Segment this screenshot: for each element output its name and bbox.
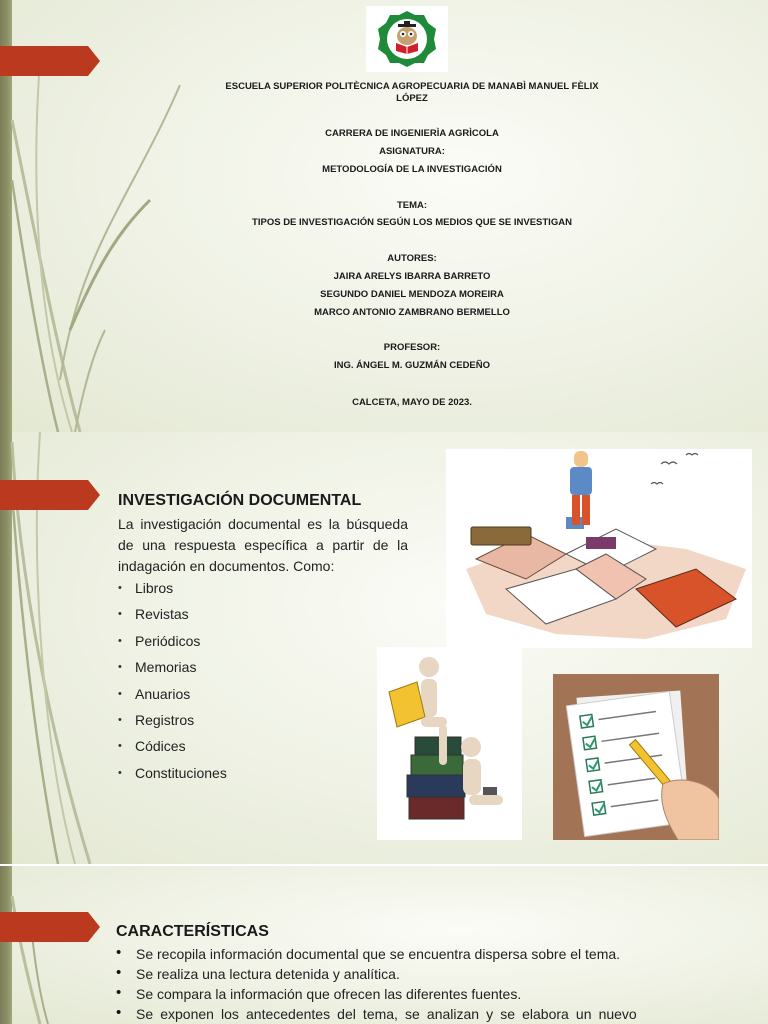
list-item: • Revistas bbox=[118, 605, 227, 631]
subject-name: METODOLOGÍA DE LA INVESTIGACIÓN bbox=[322, 164, 502, 175]
subject-label: ASIGNATURA: bbox=[379, 146, 445, 157]
list-item: • Anuarios bbox=[118, 685, 227, 711]
list-item: • Se realiza una lectura detenida y analítica. bbox=[116, 965, 636, 985]
side-bar bbox=[0, 866, 12, 1024]
caracteristicas-title: CARACTERÍSTICAS bbox=[116, 923, 269, 940]
cover-slide bbox=[0, 0, 768, 432]
professor-label: PROFESOR: bbox=[383, 342, 441, 353]
person-on-open-books-illustration-icon bbox=[446, 449, 752, 648]
list-item: • Registros bbox=[118, 711, 227, 737]
section-arrow-tab bbox=[0, 912, 100, 942]
documental-description: La investigación documental es la búsqueda de una respuesta específica a partir de la indagación en documentos. Como: bbox=[118, 516, 408, 574]
figures-reading-on-book-stack-illustration-icon bbox=[377, 647, 522, 840]
section-arrow-tab bbox=[0, 46, 100, 76]
checklist-with-pencil-illustration-icon bbox=[553, 674, 719, 840]
place-date: CALCETA, MAYO DE 2023. bbox=[352, 397, 472, 408]
list-item: • Se recopila información documental que se encuentra dispersa sobre el tema. bbox=[116, 945, 636, 965]
professor-name: ING. ÁNGEL M. GUZMÁN CEDEÑO bbox=[333, 360, 491, 371]
caracteristicas-slide bbox=[0, 866, 768, 1024]
list-item: • Se exponen los antecedentes del tema, se analizan y se elabora un nuevo bbox=[116, 1005, 636, 1024]
books-illustration bbox=[446, 449, 752, 648]
university-logo bbox=[366, 6, 448, 72]
school-name: ESCUELA SUPERIOR POLITÈCNICA AGROPECUARIA DE MANABÌ MANUEL FÈLIX LÓPEZ bbox=[225, 81, 599, 104]
list-item: • Constituciones bbox=[118, 764, 227, 790]
reader-illustration bbox=[377, 647, 522, 840]
career-name: CARRERA DE INGENIERÌA AGRÌCOLA bbox=[325, 128, 499, 139]
topic-name: TIPOS DE INVESTIGACIÓN SEGÚN LOS MEDIOS QUE SE INVESTIGAN bbox=[252, 217, 572, 228]
authors-label: AUTORES: bbox=[387, 253, 437, 264]
checklist-illustration bbox=[553, 674, 719, 840]
author-1: JAIRA ARELYS IBARRA BARRETO bbox=[333, 271, 491, 282]
list-item: • Periódicos bbox=[118, 632, 227, 658]
owl-reading-book-logo-icon bbox=[374, 9, 440, 69]
list-item: • Memorias bbox=[118, 658, 227, 684]
document-type-list bbox=[118, 579, 227, 790]
topic-label: TEMA: bbox=[396, 200, 428, 211]
author-3: MARCO ANTONIO ZAMBRANO BERMELLO bbox=[314, 307, 510, 318]
caracteristicas-list bbox=[116, 945, 636, 1024]
documental-title: INVESTIGACIÓN DOCUMENTAL bbox=[118, 492, 362, 509]
list-item: • Libros bbox=[118, 579, 227, 605]
list-item: • Se compara la información que ofrecen las diferentes fuentes. bbox=[116, 985, 636, 1005]
list-item: • Códices bbox=[118, 737, 227, 763]
documental-slide bbox=[0, 432, 768, 864]
section-arrow-tab bbox=[0, 480, 100, 510]
author-2: SEGUNDO DANIEL MENDOZA MOREIRA bbox=[320, 289, 504, 300]
